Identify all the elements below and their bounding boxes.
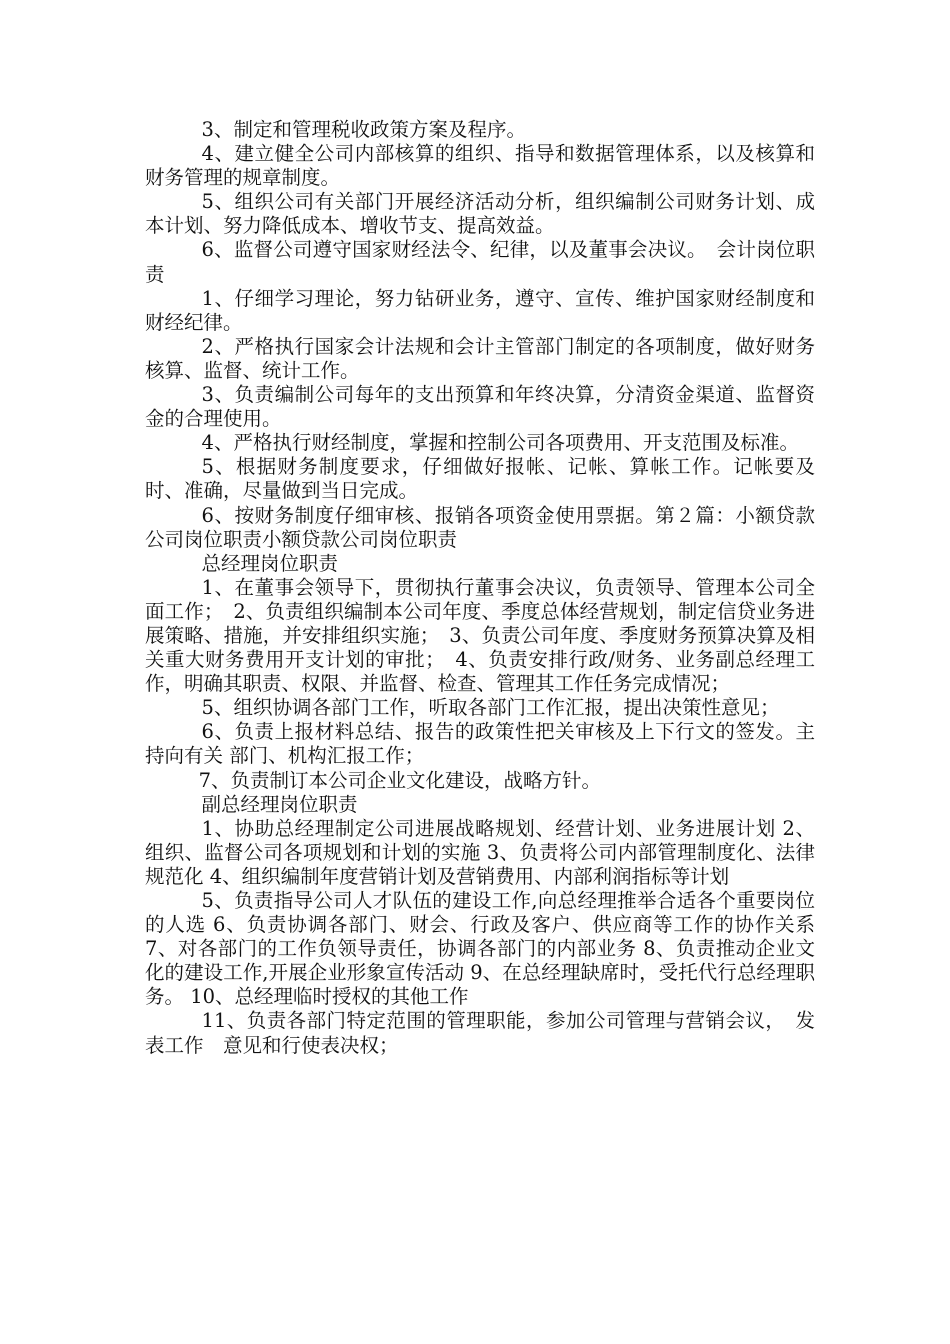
paragraph-accountant-duty-4: 4、严格执行财经制度，掌握和控制公司各项费用、开支范围及标准。 (201, 431, 799, 455)
paragraph-tax-policy: 3、制定和管理税收政策方案及程序。 (201, 118, 526, 141)
paragraph-accountant-duty-3: 3、负责编制公司每年的支出预算和年终决算，分清资金渠道、监督资金的合理使用。 (145, 383, 815, 431)
paragraph-supervise-compliance: 6、监督公司遵守国家财经法令、纪律，以及董事会决议。 会计岗位职责 (145, 238, 815, 286)
paragraph-economic-analysis: 5、组织公司有关部门开展经济活动分析，组织编制公司财务计划、成本计划、努力降低成本、增收节支、提高效益。 (145, 190, 815, 238)
document-page (145, 118, 815, 1058)
heading-deputy-general-manager: 副总经理岗位职责 (201, 792, 358, 816)
paragraph-accountant-duty-5: 5、根据财务制度要求，仔细做好报帐、记帐、算帐工作。记帐要及时、准确，尽量做到当日完成。 (145, 455, 815, 503)
paragraph-general-manager-duties: 1、在董事会领导下，贯彻执行董事会决议，负责领导、管理本公司全面工作； 2、负责组织编制本公司年度、季度总体经营规划，制定信贷业务进展策略、措施，并安排组织实施； 3、负责公司年度、季度财务预算决算及相关重大财务费用开支计划的审批； 4、负责安排行政/财务、业务副总经理工作，明确其职责、权限、并监督、检查、管理其工作任务完成情况； (145, 575, 815, 696)
paragraph-gm-duty-5: 5、组织协调各部门工作，听取各部门工作汇报，提出决策性意见； (201, 696, 780, 720)
paragraph-deputy-duties-1-4: 1、协助总经理制定公司进展战略规划、经营计划、业务进展计划 2、组织、监督公司各项规划和计划的实施 3、负责将公司内部管理制度化、法律规范化 4、组织编制年度营销计划及营销费用、内部利润指标等计划 (145, 816, 815, 888)
paragraph-gm-duty-6: 6、负责上报材料总结、报告的政策性把关审核及上下行文的签发。主持向有关 部门、机构汇报工作； (145, 720, 815, 768)
paragraph-deputy-duties-5-10: 5、负责指导公司人才队伍的建设工作,向总经理推举合适各个重要岗位的人选 6、负责协调各部门、财会、行政及客户、供应商等工作的协作关系 7、对各部门的工作负领导责任，协调各部门的内部业务 8、负责推动企业文化的建设工作,开展企业形象宣传活动 9、在总经理缺席时，受托代行总经理职务。 10、总经理临时授权的其他工作 (145, 889, 815, 1009)
heading-general-manager: 总经理岗位职责 (201, 551, 339, 575)
paragraph-gm-duty-7: 7、负责制订本公司企业文化建设，战略方针。 (198, 768, 602, 792)
paragraph-accountant-duty-2: 2、严格执行国家会计法规和会计主管部门制定的各项制度，做好财务核算、监督、统计工作。 (145, 334, 815, 382)
paragraph-deputy-duty-11: 11、负责各部门特定范围的管理职能，参加公司管理与营销会议， 发表工作 意见和行使表决权； (145, 1009, 815, 1057)
paragraph-accountant-duty-1: 1、仔细学习理论，努力钻研业务，遵守、宣传、维护国家财经制度和财经纪律。 (145, 286, 815, 334)
paragraph-accountant-duty-6: 6、按财务制度仔细审核、报销各项资金使用票据。第２篇：小额贷款公司岗位职责小额贷款公司岗位职责 (145, 503, 815, 551)
paragraph-internal-accounting: 4、建立健全公司内部核算的组织、指导和数据管理体系，以及核算和财务管理的规章制度。 (145, 142, 815, 190)
